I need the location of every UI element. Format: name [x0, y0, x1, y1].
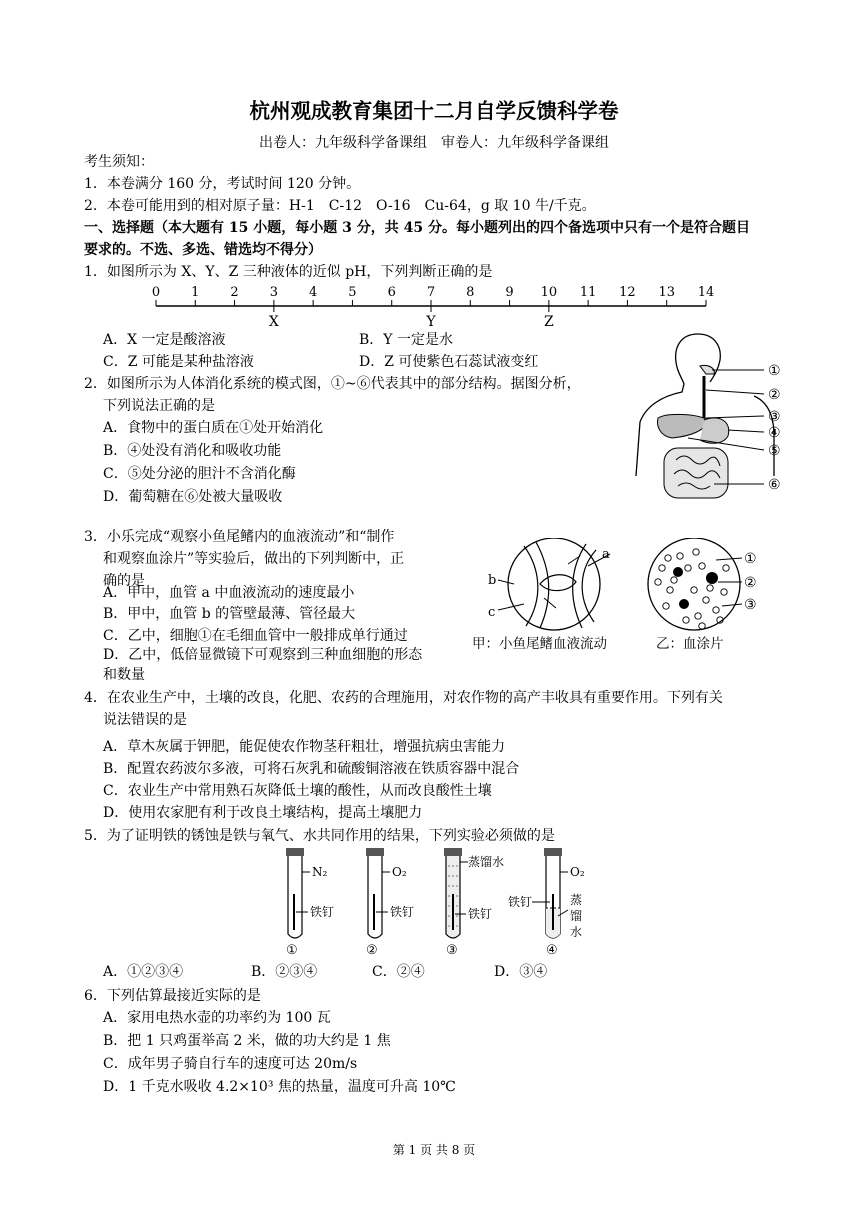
tube-4-nail: 铁钉: [508, 895, 533, 909]
q1-option-b: B．Y 一定是水: [359, 332, 453, 348]
ph-marker-label: Y: [426, 314, 436, 328]
label-1: ①: [744, 551, 757, 567]
q4-option-c: C．农业生产中常用熟石灰降低土壤的酸性，从而改良酸性土壤: [103, 783, 492, 799]
tube-4-water-1: 蒸: [570, 893, 583, 907]
q3-stem: 3．小乐完成“观察小鱼尾鳍内的血液流动”和“制作: [84, 529, 395, 545]
head-outline: [698, 334, 720, 382]
test-tube-1: [286, 848, 334, 958]
q2-option-d: D．葡萄糖在⑥处被大量吸收: [103, 489, 283, 505]
q1-stem: 1．如图所示为 X、Y、Z 三种液体的近似 pH，下列判断正确的是: [84, 264, 493, 280]
fig-jia-caption: 甲：小鱼尾鳍血液流动: [472, 636, 607, 652]
fig-yi-caption: 乙：血涂片: [656, 636, 724, 652]
ph-tick-label: 9: [505, 285, 514, 300]
fish-tail-figure: [484, 538, 624, 634]
label-b: b: [488, 573, 497, 588]
notice-heading: 考生须知：: [84, 154, 154, 170]
blood-smear-figure: [640, 538, 780, 634]
test-tubes-figure: [280, 846, 600, 958]
test-tube-4: [508, 848, 585, 958]
label-3: ③: [744, 597, 757, 613]
tube-3-water: 蒸馏水: [468, 855, 505, 869]
ph-tick-label: 11: [579, 285, 597, 300]
leader-2: [706, 390, 764, 394]
test-tube-3: [444, 848, 504, 958]
ph-tick-label: 8: [466, 285, 475, 300]
notice-item: 2．本卷可能用到的相对原子量：H-1 C-12 O-16 Cu-64，g 取 10 牛/千克。: [84, 198, 596, 214]
q1-option-c: C．Z 可能是某种盐溶液: [103, 354, 254, 370]
ph-tick-label: 14: [697, 285, 715, 300]
q1-option-a: A．X 一定是酸溶液: [103, 332, 226, 348]
tube-2-gas: O₂: [392, 865, 407, 879]
ph-tick-label: 4: [309, 285, 318, 300]
ph-tick-label: 5: [348, 285, 357, 300]
q5-option-b: B．②③④: [251, 964, 318, 980]
q3-option-d-cont: 和数量: [103, 667, 145, 683]
q2-option-b: B．④处没有消化和吸收功能: [103, 443, 282, 459]
tube-4-num: ④: [546, 943, 558, 958]
q2-stem-cont: 下列说法正确的是: [103, 398, 215, 414]
q3-option-b: B．甲中，血管 b 的管壁最薄、管径最大: [103, 606, 356, 622]
ph-tick-label: 12: [619, 285, 636, 300]
ph-tick-label: 0: [151, 285, 161, 300]
stopper: [544, 848, 562, 856]
q4-option-a: A．草木灰属于钾肥，能促使农作物茎秆粗壮，增强抗病虫害能力: [103, 739, 506, 755]
ph-tick-label: 6: [387, 285, 396, 300]
figure-label-2: ②: [768, 387, 781, 403]
ph-marker-label: X: [268, 314, 279, 328]
tube-2-nail: 铁钉: [390, 905, 415, 919]
tube-4-gas: O₂: [570, 865, 585, 879]
digestive-system-figure: [628, 326, 804, 518]
q6-stem: 6．下列估算最接近实际的是: [84, 988, 261, 1004]
white-cell: [706, 572, 718, 584]
stomach-shape: [700, 418, 729, 443]
label-c: c: [488, 605, 496, 620]
page-subtitle: 出卷人：九年级科学备课组 审卷人：九年级科学备课组: [259, 135, 609, 151]
liver-shape: [658, 414, 708, 438]
tube-3-nail: 铁钉: [468, 907, 493, 921]
tube-1-num: ①: [286, 943, 298, 958]
figure-label-1: ①: [768, 363, 781, 379]
tube-4-water-3: 水: [570, 925, 583, 939]
q5-stem: 5．为了证明铁的锈蚀是铁与氧气、水共同作用的结果，下列实验必须做的是: [84, 828, 555, 844]
q3-stem-cont: 和观察血涂片”等实验后，做出的下列判断中，正: [103, 551, 405, 567]
leader-4: [728, 430, 764, 432]
tube-1-gas: N₂: [312, 865, 328, 879]
figure-label-4: ④: [768, 425, 781, 441]
test-tube-2: [366, 848, 414, 958]
stopper: [366, 848, 384, 856]
white-cell: [679, 599, 689, 609]
q6-option-b: B．把 1 只鸡蛋举高 2 米，做的功大约是 1 焦: [103, 1033, 391, 1049]
section-heading: 一、选择题（本大题有 15 小题，每小题 3 分，共 45 分。每小题列出的四个备选项中只有一个是符合题目: [84, 220, 750, 236]
q2-option-a: A．食物中的蛋白质在①处开始消化: [103, 420, 324, 436]
smear-field: [648, 538, 740, 630]
ph-marker-label: Z: [543, 314, 554, 328]
q2-option-c: C．⑤处分泌的胆汁不含消化酶: [103, 466, 296, 482]
ph-tick-label: 13: [658, 285, 675, 300]
figure-label-5: ⑤: [768, 443, 781, 459]
ph-tick-label: 2: [230, 285, 239, 300]
q4-stem: 4．在农业生产中，土壤的改良，化肥、农药的合理施用，对农作物的高产丰收具有重要作用。下列有关: [84, 690, 723, 706]
label-a: a: [602, 547, 610, 562]
q5-option-d: D．③④: [494, 964, 548, 980]
page-title: 杭州观成教育集团十二月自学反馈科学卷: [249, 99, 619, 123]
figure-label-3: ③: [768, 409, 781, 425]
q3-option-d: D．乙中，低倍显微镜下可观察到三种血细胞的形态: [103, 647, 423, 663]
q5-option-c: C．②④: [372, 964, 425, 980]
ph-scale: [140, 280, 720, 328]
q5-option-a: A．①②③④: [103, 964, 184, 980]
q6-option-c: C．成年男子骑自行车的速度可达 20m/s: [103, 1056, 358, 1072]
ph-tick-label: 1: [191, 285, 200, 300]
microscope-field: [508, 538, 600, 630]
tube-4-water-2: 馏: [570, 909, 583, 923]
leader-3: [706, 416, 764, 418]
q6-option-d: D．1 千克水吸收 4.2×10³ 焦的热量，温度可升高 10℃: [103, 1079, 456, 1095]
ph-tick-label: 3: [269, 285, 278, 300]
label-2: ②: [744, 575, 757, 591]
white-cell: [673, 567, 683, 577]
stopper: [286, 848, 304, 856]
q4-option-d: D．使用农家肥有利于改良土壤结构，提高土壤肥力: [103, 805, 423, 821]
q3-stem-cont: 确的是: [103, 573, 145, 589]
q3-option-a: A．甲中，血管 a 中血液流动的速度最小: [103, 585, 355, 601]
tube-2-num: ②: [366, 943, 378, 958]
stopper: [444, 848, 462, 856]
ph-tick-label: 10: [540, 285, 558, 300]
tube-3-num: ③: [446, 943, 458, 958]
q6-option-a: A．家用电热水壶的功率约为 100 瓦: [103, 1010, 331, 1026]
section-heading-cont: 要求的。不选、多选、错选均不得分）: [84, 242, 322, 258]
notice-item: 1．本卷满分 160 分，考试时间 120 分钟。: [84, 176, 361, 192]
tube-1-nail: 铁钉: [310, 905, 335, 919]
figure-label-6: ⑥: [768, 477, 781, 493]
page-footer: 第 1 页 共 8 页: [392, 1143, 476, 1157]
large-intestine-shape: [664, 448, 728, 498]
q3-option-c: C．乙中，细胞①在毛细血管中一般排成单行通过: [103, 628, 408, 644]
ph-tick-label: 7: [426, 285, 436, 300]
q1-option-d: D．Z 可使紫色石蕊试液变红: [359, 354, 539, 370]
q2-stem: 2．如图所示为人体消化系统的模式图，①~⑥代表其中的部分结构。据图分析，: [84, 376, 581, 392]
q4-stem-cont: 说法错误的是: [103, 712, 187, 728]
q4-option-b: B．配置农药波尔多液，可将石灰乳和硫酸铜溶液在铁质容器中混合: [103, 761, 520, 777]
